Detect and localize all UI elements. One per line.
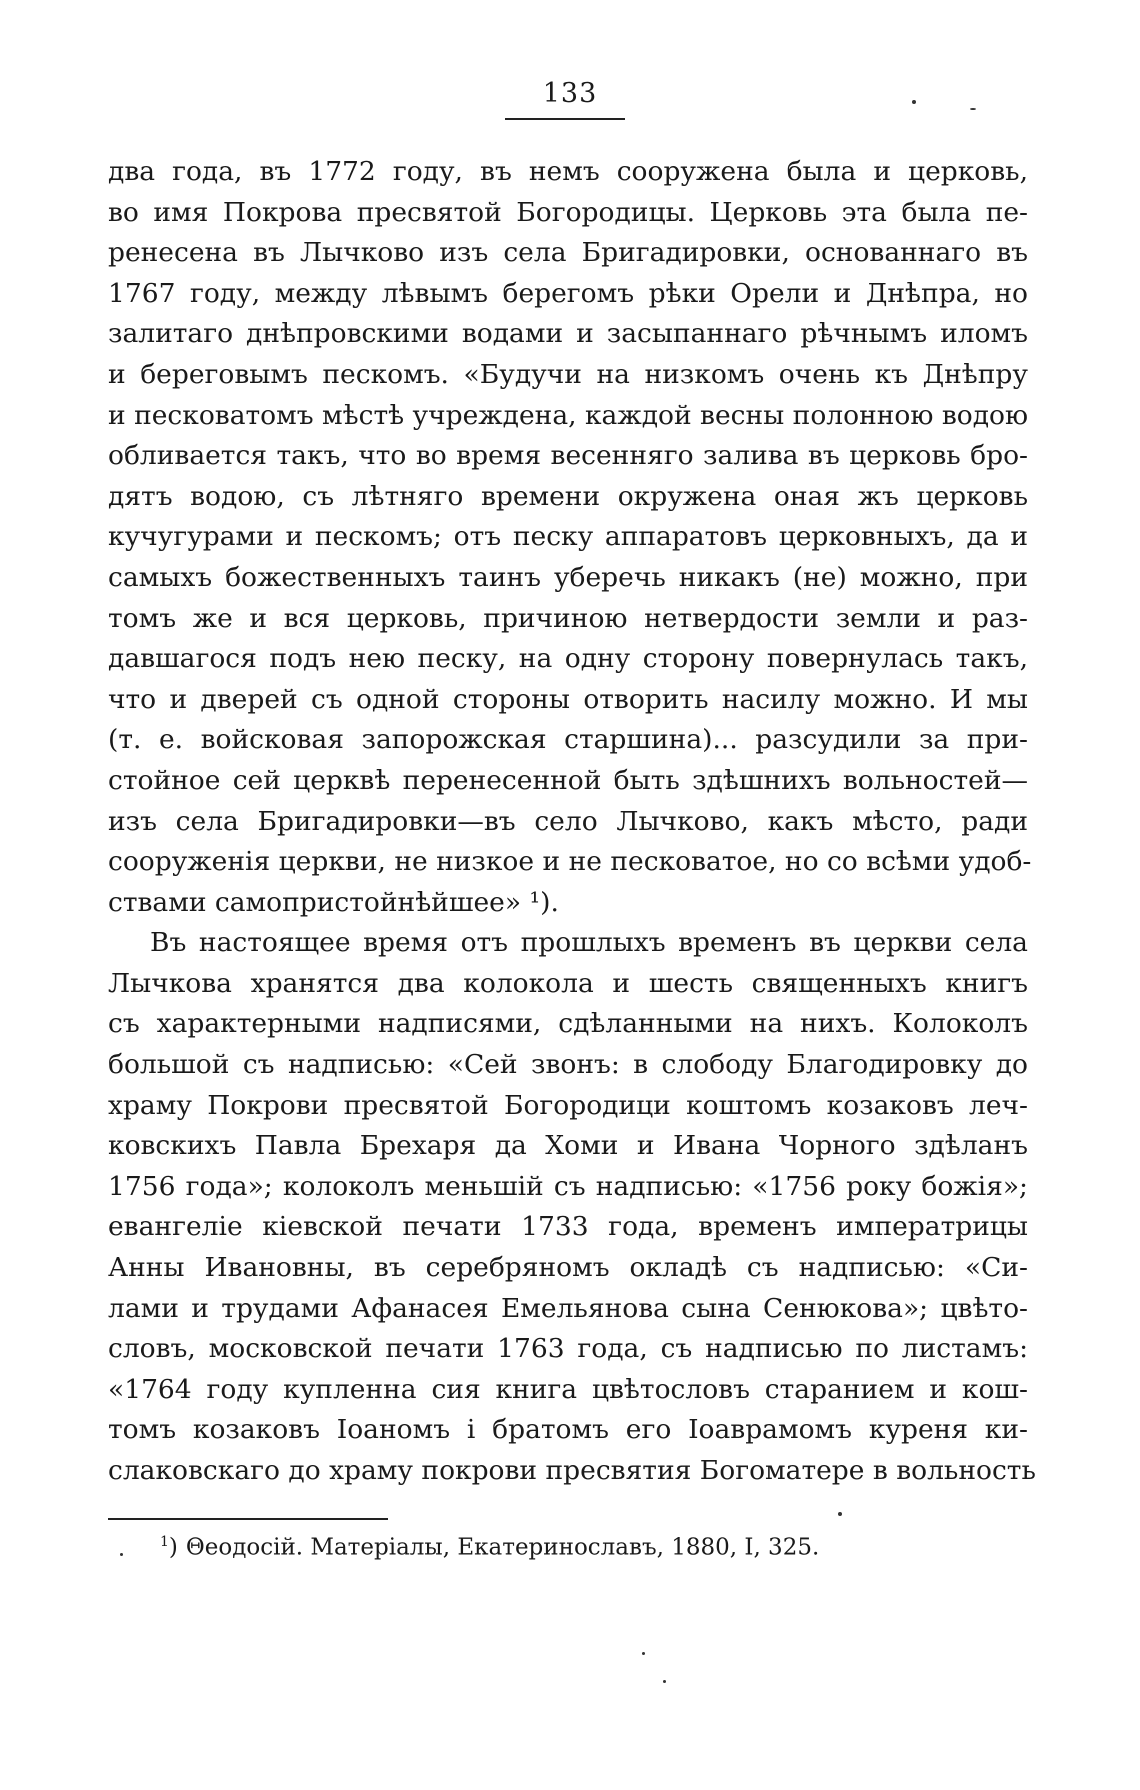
- text-line: лами и трудами Афанасея Емельянова сына Сенюкова»; цвѣто-: [108, 1292, 1028, 1324]
- print-speck: [663, 1680, 666, 1683]
- text-line: 1767 году, между лѣвымъ берегомъ рѣки Орели и Днѣпра, но: [108, 277, 1028, 309]
- footnote-text: Θеодосій. Матеріалы, Екатеринославъ, 1880, I, 325.: [185, 1534, 820, 1561]
- text-line: Въ настоящее время отъ прошлыхъ временъ въ церкви села: [150, 927, 1028, 959]
- text-line: (т. е. войсковая запорожская старшина)... разсудили за при-: [108, 724, 1028, 756]
- body-text: [108, 152, 1036, 1492]
- text-line: ренесена въ Лычково изъ села Бригадировки, основаннаго въ: [108, 237, 1028, 269]
- page-number-rule: [505, 118, 625, 120]
- text-line: два года, въ 1772 году, въ немъ сооружена была и церковь,: [108, 156, 1028, 187]
- text-line: ковскихъ Павла Брехаря да Хоми и Ивана Чорного здѣланъ: [108, 1130, 1028, 1162]
- footnote-rule: [108, 1518, 388, 1520]
- text-line: что и дверей съ одной стороны отворить насилу можно. И мы: [108, 683, 1028, 715]
- text-line: томъ козаковъ Іоаномъ і братомъ его Іоаврамомъ куреня ки-: [108, 1414, 1028, 1446]
- text-line: евангеліе кіевской печати 1733 года, временъ императрицы: [108, 1211, 1028, 1243]
- text-line: и песковатомъ мѣстѣ учреждена, каждой весны полонною водою: [108, 399, 1029, 431]
- print-speck: [838, 1512, 842, 1516]
- text-line: съ характерными надписями, сдѣланными на нихъ. Колоколъ: [108, 1008, 1028, 1040]
- text-line: словъ, московской печати 1763 года, съ надписью по листамъ:: [108, 1333, 1028, 1365]
- text-line: слаковскаго до храму покрови пресвятия Богоматере в вольность: [108, 1455, 1036, 1486]
- text-line: и береговымъ пескомъ. «Будучи на низкомъ очень къ Днѣпру: [108, 358, 1028, 390]
- text-line: Лычкова хранятся два колокола и шесть священныхъ книгъ: [108, 967, 1028, 999]
- page-number: 133: [542, 78, 598, 109]
- text-line: дятъ водою, съ лѣтняго времени окружена оная жъ церковь: [108, 480, 1028, 512]
- print-speck: [642, 1652, 645, 1655]
- text-line: ствами самопристойнѣйшее» ¹).: [108, 886, 559, 918]
- text-line: во имя Покрова пресвятой Богородицы. Церковь эта была пе-: [108, 196, 1028, 228]
- text-line: томъ же и вся церковь, причиною нетвердости земли и раз-: [108, 602, 1028, 634]
- print-speck: [120, 1553, 123, 1556]
- text-line: изъ села Бригадировки—въ село Лычково, какъ мѣсто, ради: [108, 805, 1028, 837]
- text-line: храму Покрови пресвятой Богородици коштомъ козаковъ леч-: [108, 1089, 1028, 1121]
- print-speck: [970, 108, 976, 110]
- text-line: 1756 года»; колоколъ меньшій съ надписью: «1756 року божія»;: [108, 1170, 1028, 1202]
- print-speck: [912, 100, 916, 104]
- text-line: сооруженія церкви, не низкое и не песковатое, но со всѣми удоб-: [108, 846, 1032, 878]
- text-line: давшагося подъ нею песку, на одну сторону повернулась такъ,: [108, 643, 1028, 675]
- text-line: большой съ надписью: «Сей звонъ: в слободу Благодировку до: [108, 1049, 1028, 1081]
- text-line: залитаго днѣпровскими водами и засыпаннаго рѣчнымъ иломъ: [108, 318, 1028, 350]
- footnote: [160, 1534, 819, 1561]
- text-line: самыхъ божественныхъ таинъ уберечь никакъ (не) можно, при: [108, 561, 1028, 593]
- text-line: кучугурами и пескомъ; отъ песку аппаратовъ церковныхъ, да и: [108, 521, 1028, 553]
- text-line: Анны Ивановны, въ серебряномъ окладѣ съ надписью: «Си-: [108, 1252, 1028, 1284]
- text-line: стойное сей церквѣ перенесенной быть здѣшнихъ вольностей—: [108, 764, 1028, 796]
- text-line: обливается такъ, что во время весенняго залива въ церковь бро-: [108, 440, 1028, 472]
- text-line: «1764 году купленна сия книга цвѣтословъ старанием и кош-: [108, 1373, 1028, 1405]
- footnote-marker: $^1$): [160, 1534, 178, 1561]
